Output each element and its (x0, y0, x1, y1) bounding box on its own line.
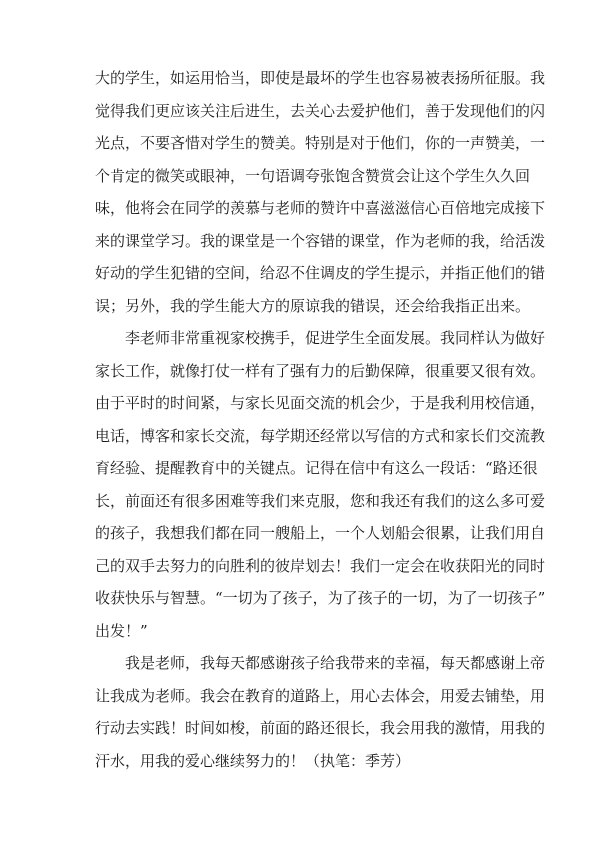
text-line: 育经验、提醒教育中的关键点。记得在信中有这么一段话：“路还很 (95, 459, 538, 477)
text-line: 电话，博客和家长交流，每学期还经常以写信的方式和家长们交流教 (95, 426, 546, 445)
text-line: 出发！” (95, 621, 148, 640)
text-line: 由于平时的时间紧，与家长见面交流的机会少，于是我利用校信通， (95, 394, 546, 412)
text-line: 汗水，用我的爱心继续努力的！（执笔：季芳） (95, 751, 411, 770)
text-line: 收获快乐与智慧。“一切为了孩子，为了孩子的一切，为了一切孩子” (95, 589, 546, 607)
text-line: 误；另外，我的学生能大方的原谅我的错误，还会给我指正出来。 (95, 296, 531, 315)
text-line: 好动的学生犯错的空间，给忍不住调皮的学生提示，并指正他们的错 (95, 264, 546, 282)
text-line: 来的课堂学习。我的课堂是一个容错的课堂，作为老师的我，给活泼 (95, 231, 546, 250)
paragraph-closing (95, 647, 546, 777)
paragraph-praise-students (95, 62, 546, 322)
text-line: 长，前面还有很多困难等我们来克服，您和我还有我们的这么多可爱 (95, 491, 546, 510)
text-line: 大的学生，如运用恰当，即使是最坏的学生也容易被表扬所征服。我 (95, 69, 546, 87)
text-line: 味，他将会在同学的羡慕与老师的赞许中喜滋滋信心百倍地完成接下 (95, 199, 546, 217)
text-line: 个肯定的微笑或眼神，一句语调夸张饱含赞赏会让这个学生久久回 (95, 166, 531, 185)
text-line: 让我成为老师。我会在教育的道路上，用心去体会，用爱去铺垫，用 (95, 686, 546, 705)
text-line: 光点，不要吝惜对学生的赞美。特别是对于他们，你的一声赞美，一 (95, 134, 546, 152)
paragraph-home-school (95, 322, 546, 647)
text-line: 家长工作，就像打仗一样有了强有力的后勤保障，很重要又很有效。 (95, 361, 546, 380)
text-line: 的孩子，我想我们都在同一艘船上，一个人划船会很累，让我们用自 (95, 524, 546, 542)
text-line: 我是老师，我每天都感谢孩子给我带来的幸福，每天都感谢上帝 (125, 654, 546, 672)
text-line: 行动去实践！时间如梭，前面的路还很长，我会用我的激情，用我的 (95, 719, 546, 737)
text-line: 己的双手去努力的向胜利的彼岸划去！我们一定会在收获阳光的同时 (95, 556, 546, 575)
text-line: 李老师非常重视家校携手，促进学生全面发展。我同样认为做好 (125, 329, 546, 347)
text-line: 觉得我们更应该关注后进生，去关心去爱护他们，善于发现他们的闪 (95, 101, 546, 120)
document-page (95, 62, 546, 777)
